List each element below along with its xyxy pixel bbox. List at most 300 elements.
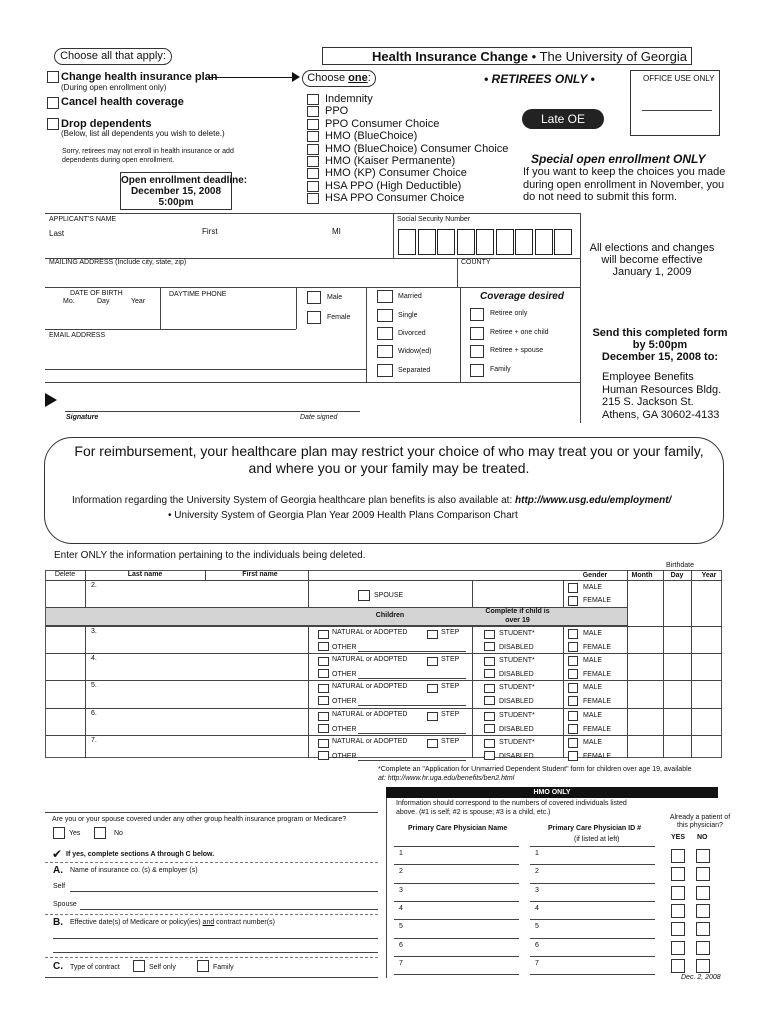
ssn-digit-box[interactable] <box>515 229 533 255</box>
children-header: Children <box>375 612 405 619</box>
section-b-label <box>70 919 275 926</box>
single-label: Single <box>398 312 418 319</box>
other-label: OTHER <box>332 644 357 651</box>
other-underline <box>358 651 466 652</box>
section-b-line-2[interactable] <box>53 952 378 953</box>
plan-checkbox[interactable] <box>307 131 319 142</box>
spouse-line[interactable] <box>80 909 378 910</box>
hmo-row-line <box>530 846 655 847</box>
deadline-line-1: Open enrollment deadline: <box>121 175 248 186</box>
hmo-row-line <box>394 956 519 957</box>
hmo-row-number: 2 <box>535 868 539 876</box>
info-line-2: • University System of Georgia Plan Year 2009 Health Plans Comparison Chart <box>168 510 518 521</box>
plan-checkbox[interactable] <box>307 168 319 179</box>
plan-option-label: PPO <box>325 105 349 118</box>
hmo-yes-checkbox[interactable] <box>671 959 685 973</box>
ssn-digit-box[interactable] <box>535 229 553 255</box>
other-underline <box>358 760 466 761</box>
send-form-note <box>590 327 730 363</box>
column-line <box>205 570 206 580</box>
hmo-row-number: 2 <box>399 868 403 876</box>
natural-label: NATURAL or ADOPTED <box>332 710 408 718</box>
dob-divider <box>160 287 161 329</box>
date-signed-label: Date signed <box>300 414 338 421</box>
col-delete-header: Delete <box>54 571 76 578</box>
plan-checkbox[interactable] <box>307 94 319 105</box>
hmo-no-checkbox[interactable] <box>696 941 710 955</box>
elections-line-2: will become effective <box>601 254 703 266</box>
ssn-digit-box[interactable] <box>437 229 455 255</box>
ssn-divider <box>393 213 394 259</box>
last-label: Last <box>49 229 65 238</box>
gender-male-label: MALE <box>583 584 603 591</box>
hmo-row-number: 5 <box>399 923 403 931</box>
ssn-digit-box[interactable] <box>476 229 494 255</box>
row-number: 6. <box>91 709 97 717</box>
gender-male-checkbox[interactable] <box>568 656 578 666</box>
complete-if-header-2: over 19 <box>505 617 530 624</box>
other-checkbox[interactable] <box>318 724 329 733</box>
gender-female-checkbox[interactable] <box>568 596 578 606</box>
hmo-row-number: 5 <box>535 923 539 931</box>
section-a-letter: A. <box>53 865 63 876</box>
gender-male-checkbox[interactable] <box>568 583 578 593</box>
col-gender-header: Gender <box>582 572 608 579</box>
retiree-spouse-checkbox[interactable] <box>470 345 484 358</box>
gender-male-checkbox[interactable] <box>568 711 578 721</box>
divorced-checkbox[interactable] <box>377 327 393 340</box>
phone-divider <box>296 287 297 329</box>
section-b-and: and <box>202 919 215 926</box>
addr-line-2: Human Resources Bldg. <box>602 383 722 396</box>
during-open-label: (During open enrollment only) <box>61 83 167 92</box>
natural-checkbox[interactable] <box>318 684 329 693</box>
yes-label: Yes <box>69 830 81 837</box>
hmo-row-number: 1 <box>535 850 539 857</box>
column-line <box>663 570 664 758</box>
day-label: Day <box>97 298 110 305</box>
natural-checkbox[interactable] <box>318 630 329 639</box>
row-line <box>45 653 722 654</box>
other-checkbox[interactable] <box>318 669 329 678</box>
right-col-divider <box>580 213 581 423</box>
special-note-3: do not need to submit this form. <box>523 191 678 203</box>
hmo-info-2: above. (#1 is self; #2 is spouse; #3 is a child, etc.) <box>396 809 551 816</box>
addr-line-3: 215 S. Jackson St. <box>602 396 694 408</box>
disabled-checkbox[interactable] <box>484 696 495 705</box>
plan-option-label: PPO Consumer Choice <box>325 117 440 130</box>
gender-female-checkbox[interactable] <box>568 696 578 706</box>
email-top-line <box>45 329 296 330</box>
birthdate-header: Birthdate <box>665 562 695 569</box>
disabled-checkbox[interactable] <box>484 751 495 760</box>
no-header: NO <box>697 834 708 841</box>
other-label: OTHER <box>332 752 357 760</box>
student-checkbox[interactable] <box>484 712 495 721</box>
step-label: STEP <box>441 683 460 691</box>
disabled-checkbox[interactable] <box>484 669 495 678</box>
male-label: Male <box>327 294 343 301</box>
column-line <box>85 570 86 758</box>
late-oe-pill: Late OE <box>522 109 604 129</box>
section-b-line-1[interactable] <box>53 938 378 939</box>
applicant-name-label: APPLICANT'S NAME <box>49 216 117 223</box>
retirees-only-label: • RETIREES ONLY • <box>484 72 595 86</box>
other-label: OTHER <box>332 725 357 733</box>
retiree-spouse-label: Retiree + spouse <box>490 347 544 354</box>
col-last-header: Last name <box>127 571 163 578</box>
gender-male-label: MALE <box>583 684 603 692</box>
plan-checkbox[interactable] <box>307 144 319 155</box>
hmo-yes-checkbox[interactable] <box>671 867 685 881</box>
separated-checkbox[interactable] <box>377 364 393 377</box>
section-b-pre: Effective date(s) of Medicare or policy(ies) <box>70 919 203 926</box>
row-number: 2. <box>91 582 97 589</box>
sorry-note-1: Sorry, retirees may not enroll in health insurance or add <box>62 148 234 155</box>
addr-line-1: Employee Benefits <box>602 371 694 383</box>
student-label: STUDENT* <box>499 711 535 719</box>
check-icon: ✔ <box>52 847 63 861</box>
student-label: STUDENT* <box>499 630 535 637</box>
reimbursement-line-1: For reimbursement, your healthcare plan may restrict your choice of who may treat you or your family, <box>74 443 704 459</box>
step-checkbox[interactable] <box>427 657 438 666</box>
dob-label: DATE OF BIRTH <box>70 290 123 297</box>
hmo-yes-checkbox[interactable] <box>671 849 685 863</box>
row-line <box>45 708 722 709</box>
plan-option-label: HMO (Kaiser Permanente) <box>325 155 456 167</box>
step-checkbox[interactable] <box>427 630 438 639</box>
self-only-checkbox[interactable] <box>133 960 145 972</box>
spouse-label: Spouse <box>53 901 77 908</box>
cancel-coverage-checkbox[interactable] <box>47 97 59 109</box>
disabled-checkbox[interactable] <box>484 642 495 651</box>
column-line <box>308 570 309 758</box>
choose-one-word: one <box>348 72 368 84</box>
self-only-label: Self only <box>149 964 176 971</box>
hmo-only-bar: HMO ONLY <box>386 787 718 798</box>
step-checkbox[interactable] <box>427 684 438 693</box>
plan-checkbox[interactable] <box>307 193 319 204</box>
signature-line[interactable] <box>65 411 360 412</box>
pcp-name-header: Primary Care Physician Name <box>408 825 508 832</box>
drop-dependents-label: Drop dependents <box>61 118 152 130</box>
info-url-link[interactable]: http://www.usg.edu/employment/ <box>515 495 672 506</box>
hmo-row-number: 4 <box>535 904 539 912</box>
gender-female-label: FEMALE <box>583 671 612 679</box>
hmo-row-number: 7 <box>399 959 403 967</box>
disabled-label: DISABLED <box>499 725 534 733</box>
family-checkbox[interactable] <box>470 364 484 377</box>
ssn-digit-box[interactable] <box>418 229 436 255</box>
hmo-row-line <box>394 846 519 847</box>
drop-dependents-checkbox[interactable] <box>47 118 59 130</box>
hmo-row-number: 7 <box>535 959 539 967</box>
plan-option-label: HMO (BlueChoice) <box>325 130 418 143</box>
hmo-row-line <box>530 919 655 920</box>
hmo-row-line <box>530 974 655 975</box>
natural-label: NATURAL or ADOPTED <box>332 656 408 664</box>
if-yes-note: If yes, complete sections A through C below. <box>66 851 215 858</box>
ssn-label: Social Security Number <box>397 216 471 223</box>
yes-checkbox[interactable] <box>53 827 65 839</box>
section-b-letter: B. <box>53 917 63 928</box>
complete-if-header-1: Complete if child is <box>485 608 550 615</box>
addr-line-4: Athens, GA 30602-4133 <box>602 408 720 421</box>
disabled-checkbox[interactable] <box>484 724 495 733</box>
applicant-top-line <box>45 213 580 214</box>
other-checkbox[interactable] <box>318 696 329 705</box>
ssn-digit-box[interactable] <box>398 229 416 255</box>
hmo-row-line <box>394 974 519 975</box>
column-line <box>627 570 628 758</box>
ssn-digit-box[interactable] <box>457 229 475 255</box>
married-checkbox[interactable] <box>377 290 393 303</box>
county-label: COUNTY <box>461 259 491 266</box>
form-title <box>372 49 687 64</box>
widowed-checkbox[interactable] <box>377 345 393 358</box>
hmo-row-line <box>394 883 519 884</box>
section-b-divider <box>45 914 378 915</box>
student-checkbox[interactable] <box>484 630 495 639</box>
hmo-row-number: 3 <box>399 886 403 894</box>
gender-male-label: MALE <box>583 711 603 719</box>
choose-all-pill: Choose all that apply: <box>54 48 172 65</box>
gender-female-checkbox[interactable] <box>568 724 578 734</box>
row-line <box>45 626 722 627</box>
disabled-label: DISABLED <box>499 752 534 760</box>
elections-note <box>582 242 722 278</box>
disabled-label: DISABLED <box>499 644 534 651</box>
other-checkbox[interactable] <box>318 642 329 651</box>
info-line <box>72 495 671 506</box>
office-use-label: OFFICE USE ONLY <box>643 74 715 83</box>
col-year-header: Year <box>701 572 717 579</box>
hmo-row-line <box>530 901 655 902</box>
gender-female-label: FEMALE <box>583 597 612 604</box>
signature-label: Signature <box>66 414 99 421</box>
plan-option-label: HSA PPO Consumer Choice <box>325 192 465 205</box>
row-number: 4. <box>91 655 97 663</box>
row-number: 7. <box>91 736 97 744</box>
other-underline <box>358 705 466 706</box>
title-rest: • The University of Georgia <box>528 49 687 64</box>
gender-male-label: MALE <box>583 657 603 665</box>
hmo-row-line <box>530 864 655 865</box>
retiree-only-checkbox[interactable] <box>470 308 484 321</box>
student-label: STUDENT* <box>499 738 535 746</box>
ssn-digit-box[interactable] <box>554 229 572 255</box>
sorry-note-2: dependents during open enrollment. <box>62 157 175 164</box>
student-label: STUDENT* <box>499 657 535 665</box>
enter-only-note: Enter ONLY the information pertaining to the individuals being deleted. <box>54 550 366 561</box>
hmo-row-number: 6 <box>399 941 403 949</box>
column-line <box>691 570 692 758</box>
family-contract-checkbox[interactable] <box>197 960 209 972</box>
gender-female-checkbox[interactable] <box>568 642 578 652</box>
student-checkbox[interactable] <box>484 739 495 748</box>
coverage-desired-title: Coverage desired <box>480 291 564 302</box>
applicant-bottom-line <box>45 382 580 383</box>
gender-female-checkbox[interactable] <box>568 669 578 679</box>
daytime-phone-label: DAYTIME PHONE <box>169 291 227 298</box>
send-line-3: December 15, 2008 to: <box>601 351 719 363</box>
self-line[interactable] <box>70 891 378 892</box>
hmo-no-checkbox[interactable] <box>696 922 710 936</box>
row-number: 5. <box>91 682 97 690</box>
arrow-head-icon <box>292 72 300 82</box>
plan-option-label: HMO (KP) Consumer Choice <box>325 167 467 180</box>
divorced-label: Divorced <box>398 330 426 337</box>
choose-one-post: : <box>367 72 371 84</box>
male-checkbox[interactable] <box>307 291 321 304</box>
spouse-checkbox[interactable] <box>358 590 370 601</box>
student-checkbox[interactable] <box>484 684 495 693</box>
gender-male-checkbox[interactable] <box>568 629 578 639</box>
hmo-no-checkbox[interactable] <box>696 959 710 973</box>
hmo-row-line <box>394 901 519 902</box>
hmo-yes-checkbox[interactable] <box>671 886 685 900</box>
form-date: Dec. 2, 2008 <box>681 974 721 981</box>
female-checkbox[interactable] <box>307 311 321 324</box>
elections-line-1: All elections and changes <box>589 242 715 254</box>
hmo-row-line <box>394 938 519 939</box>
other-underline <box>358 678 466 679</box>
plan-checkbox[interactable] <box>307 181 319 192</box>
special-note-2: during open enrollment in November, you <box>523 179 725 191</box>
hmo-row-line <box>394 919 519 920</box>
step-checkbox[interactable] <box>427 739 438 748</box>
plan-checkbox[interactable] <box>307 119 319 130</box>
natural-label: NATURAL or ADOPTED <box>332 629 408 636</box>
step-label: STEP <box>441 629 460 636</box>
choose-one-pill <box>302 70 376 87</box>
plan-option-label: Indemnity <box>325 93 373 105</box>
family-contract-label: Family <box>213 964 234 971</box>
already-line-1: Already a patient of <box>669 814 731 821</box>
first-label: First <box>202 227 218 236</box>
plan-option-label: HMO (BlueChoice) Consumer Choice <box>325 142 509 155</box>
mo-label: Mo. <box>63 298 75 305</box>
hmo-left-border <box>386 798 387 978</box>
year-label: Year <box>131 298 146 305</box>
natural-checkbox[interactable] <box>318 739 329 748</box>
gender-female-label: FEMALE <box>583 752 612 760</box>
hmo-no-checkbox[interactable] <box>696 867 710 881</box>
hmo-yes-checkbox[interactable] <box>671 922 685 936</box>
other-checkbox[interactable] <box>318 751 329 760</box>
choose-one-pre: Choose <box>307 72 349 84</box>
other-ins-top-line <box>45 812 378 813</box>
gender-divider <box>366 287 367 382</box>
if-listed-note: (if listed at left) <box>574 836 620 843</box>
other-label: OTHER <box>332 698 357 706</box>
ssn-digit-box[interactable] <box>496 229 514 255</box>
deadline-line-2: December 15, 2008 <box>130 186 222 197</box>
section-c-divider <box>45 957 378 958</box>
county-divider <box>457 258 458 287</box>
natural-checkbox[interactable] <box>318 712 329 721</box>
gender-male-label: MALE <box>583 630 603 637</box>
other-ins-bottom-line <box>45 977 378 978</box>
cancel-coverage-label: Cancel health coverage <box>61 96 184 108</box>
col-month-header: Month <box>631 572 653 579</box>
disabled-label: DISABLED <box>499 671 534 679</box>
hmo-row-line <box>530 938 655 939</box>
hmo-no-checkbox[interactable] <box>696 849 710 863</box>
section-c-label: Type of contract <box>70 964 120 971</box>
step-label: STEP <box>441 737 460 745</box>
row-line <box>45 680 722 681</box>
email-bottom-line <box>45 369 366 370</box>
natural-checkbox[interactable] <box>318 657 329 666</box>
header-bottom-line <box>45 580 722 581</box>
special-enrollment-title: Special open enrollment ONLY <box>531 152 706 166</box>
deadline-line-3: 5:00pm <box>158 197 194 208</box>
student-label: STUDENT* <box>499 684 535 692</box>
section-b-post: contract number(s) <box>214 919 275 926</box>
student-checkbox[interactable] <box>484 657 495 666</box>
retiree-only-label: Retiree only <box>490 310 528 317</box>
hmo-no-checkbox[interactable] <box>696 904 710 918</box>
if-yes-divider <box>45 862 378 863</box>
gender-male-checkbox[interactable] <box>568 683 578 693</box>
hmo-yes-checkbox[interactable] <box>671 941 685 955</box>
email-label: EMAIL ADDRESS <box>49 332 106 339</box>
hmo-yes-checkbox[interactable] <box>671 904 685 918</box>
signature-arrow-icon <box>45 393 57 407</box>
already-patient-note <box>664 814 736 830</box>
info-pre: Information regarding the University System of Georgia healthcare plan benefits is also available at: <box>72 495 516 506</box>
hmo-row-number: 3 <box>535 886 539 894</box>
other-label: OTHER <box>332 671 357 679</box>
step-checkbox[interactable] <box>427 712 438 721</box>
step-label: STEP <box>441 710 460 718</box>
separated-label: Separated <box>398 367 431 374</box>
plan-checkbox[interactable] <box>307 156 319 167</box>
gender-female-checkbox[interactable] <box>568 751 578 761</box>
disabled-label: DISABLED <box>499 698 534 706</box>
footnote-2: at: http://www.hr.uga.edu/benefits/ben2.html <box>378 775 515 782</box>
hmo-row-line <box>394 864 519 865</box>
marital-divider <box>460 287 461 382</box>
other-underline <box>358 733 466 734</box>
already-line-2: this physician? <box>677 822 723 829</box>
arrow-line <box>208 77 294 78</box>
retiree-one-child-label: Retiree + one child <box>490 329 549 336</box>
retiree-one-child-checkbox[interactable] <box>470 327 484 340</box>
col-first-header: First name <box>242 571 278 578</box>
office-use-box <box>630 70 720 136</box>
send-line-1: Send this completed form <box>592 327 728 339</box>
natural-label: NATURAL or ADOPTED <box>332 737 408 745</box>
deadline-box <box>120 172 248 210</box>
married-label: Married <box>398 293 422 300</box>
other-insurance-question: Are you or your spouse covered under any other group health insurance program or Medicare? <box>52 816 347 823</box>
mi-label: MI <box>332 227 341 236</box>
change-plan-checkbox[interactable] <box>47 71 59 83</box>
hmo-row-number: 6 <box>535 941 539 949</box>
special-note-1: If you want to keep the choices you made <box>523 166 726 178</box>
plan-checkbox[interactable] <box>307 106 319 117</box>
gender-male-checkbox[interactable] <box>568 738 578 748</box>
hmo-no-checkbox[interactable] <box>696 886 710 900</box>
no-label: No <box>114 830 123 837</box>
mailing-address <box>602 371 721 421</box>
single-checkbox[interactable] <box>377 309 393 322</box>
no-checkbox[interactable] <box>94 827 106 839</box>
mailing-label: MAILING ADDRESS (Include city, state, zip) <box>49 259 187 266</box>
dob-top-line <box>45 287 580 288</box>
